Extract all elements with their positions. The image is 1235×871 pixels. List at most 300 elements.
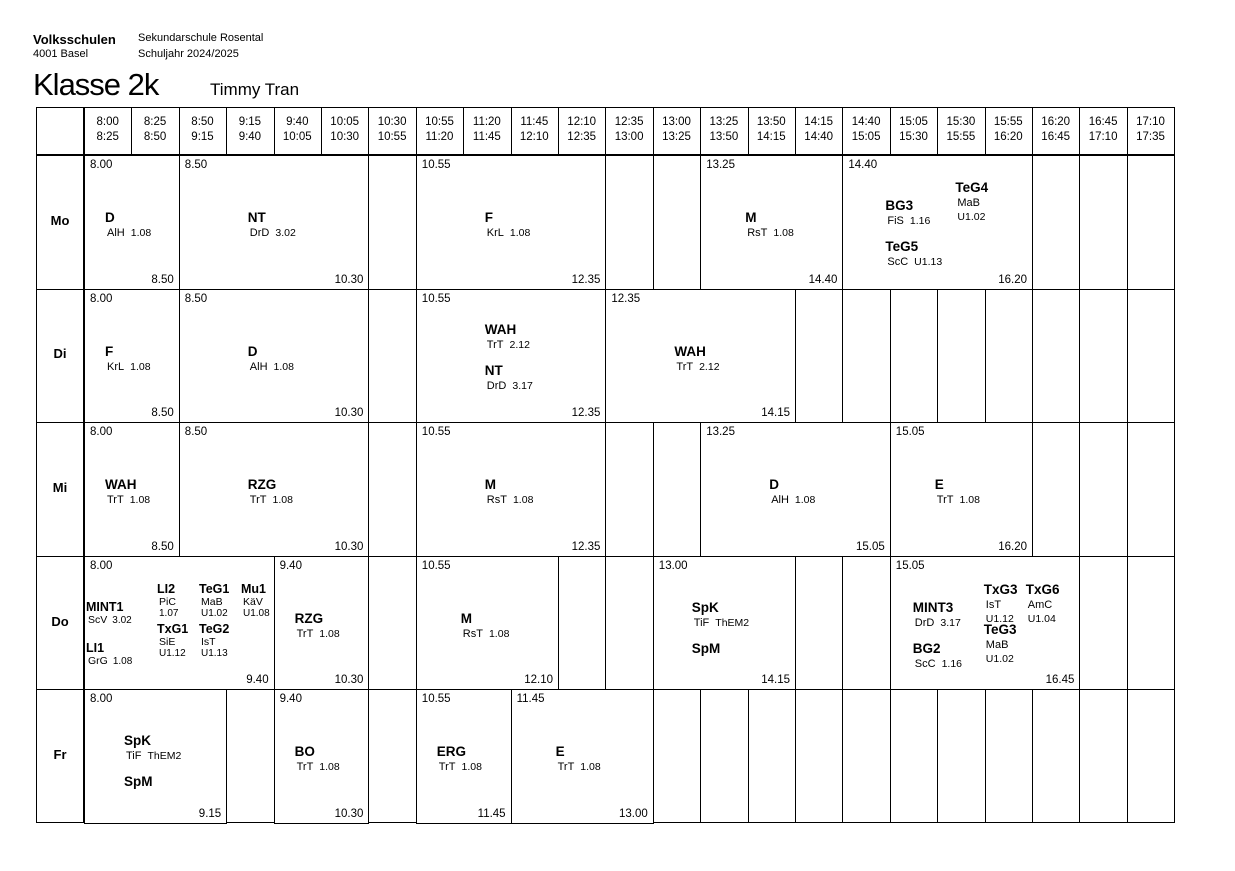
slot-end-time: 17:10 <box>1088 131 1118 143</box>
lesson-details <box>241 596 270 620</box>
slot-end-time: 10:05 <box>282 131 312 143</box>
time-slot-header <box>226 115 273 145</box>
time-slot-header <box>321 115 368 145</box>
lesson-entry <box>1026 582 1060 626</box>
teacher-code: TrT <box>438 761 456 774</box>
teacher-code: PiC <box>159 595 176 608</box>
lesson-details <box>745 226 794 240</box>
lesson-details <box>86 614 132 627</box>
time-slot-header <box>1127 115 1174 145</box>
lesson-end-time: 13.00 <box>619 807 648 820</box>
lesson-end-time: 10.30 <box>334 407 364 420</box>
lesson-end-time: 8.50 <box>151 273 174 286</box>
slot-end-time: 9:15 <box>191 131 214 143</box>
time-slot-header <box>558 115 605 145</box>
lesson-end-time: 14.15 <box>761 674 790 687</box>
slot-start-time: 16:20 <box>1041 116 1071 128</box>
lesson-end-time: 12.35 <box>571 407 601 420</box>
lesson-entry <box>769 477 815 507</box>
lesson-details <box>157 636 188 660</box>
lesson-entry <box>124 774 153 790</box>
subject-code: E <box>555 744 565 760</box>
slot-start-time: 8:50 <box>191 116 214 128</box>
lesson-end-time: 16.20 <box>998 540 1027 553</box>
subject-code: SpK <box>691 599 719 615</box>
lesson-entry <box>241 583 270 620</box>
teacher-code: GrG <box>88 654 108 667</box>
lesson-block[interactable] <box>605 289 796 424</box>
teacher-code: IsT <box>201 635 216 648</box>
time-slot-header <box>179 115 226 145</box>
subject-code: BG2 <box>912 640 941 656</box>
room-code: 1.08 <box>773 227 794 239</box>
time-slot-header <box>511 115 558 145</box>
teacher-code: TrT <box>486 338 504 351</box>
room-code: 1.08 <box>509 227 531 239</box>
lesson-details <box>295 760 340 774</box>
slot-end-time: 13:50 <box>709 131 739 143</box>
lesson-details <box>913 657 962 671</box>
lesson-details <box>556 760 601 774</box>
lesson-block[interactable] <box>84 289 180 424</box>
class-title: Klasse 2k <box>33 67 159 102</box>
lesson-entry <box>105 210 151 240</box>
teacher-code: RsT <box>747 227 768 239</box>
slot-start-time: 10:55 <box>425 116 454 128</box>
lesson-entry <box>199 583 229 620</box>
slot-start-time: 13:00 <box>662 116 691 128</box>
slot-start-time: 8:00 <box>96 116 119 128</box>
lesson-start-time: 13.00 <box>658 559 688 572</box>
teacher-code: FiS <box>887 215 904 227</box>
slot-end-time: 10:55 <box>377 131 407 143</box>
lesson-start-time: 14.40 <box>848 159 878 171</box>
subject-code: LI2 <box>157 581 176 596</box>
school-name: Sekundarschule Rosental <box>138 32 264 44</box>
teacher-code: RsT <box>462 627 483 640</box>
lesson-block[interactable] <box>416 689 512 824</box>
room-code: 3.02 <box>112 614 132 626</box>
lesson-details <box>674 360 719 374</box>
subject-code: WAH <box>105 477 137 493</box>
lesson-entry <box>86 642 132 668</box>
teacher-code: RsT <box>486 494 507 507</box>
room-code: 2.12 <box>699 360 720 373</box>
lesson-entry <box>556 744 601 774</box>
subject-code: MINT3 <box>912 599 954 615</box>
lesson-start-time: 8.00 <box>90 693 113 706</box>
day-label: Fr <box>53 747 67 763</box>
lesson-start-time: 9.40 <box>279 559 302 572</box>
lesson-details <box>105 360 151 374</box>
room-code: 1.16 <box>941 657 963 670</box>
subject-code: TeG3 <box>983 621 1017 637</box>
lesson-block[interactable] <box>179 422 370 557</box>
teacher-code: AlH <box>107 227 125 239</box>
lesson-details <box>1026 598 1060 626</box>
school-year: Schuljahr 2024/2025 <box>138 48 239 60</box>
subject-code: F <box>484 210 494 225</box>
slot-end-time: 9:40 <box>238 131 262 143</box>
lesson-block[interactable] <box>416 556 559 691</box>
lesson-block[interactable] <box>84 422 180 557</box>
lesson-block[interactable] <box>511 689 654 824</box>
slot-start-time: 9:40 <box>286 116 309 128</box>
lesson-entry <box>105 344 151 374</box>
teacher-code: TrT <box>676 360 694 373</box>
teacher-code: DrD <box>914 616 935 629</box>
room-code: 1.08 <box>512 494 534 507</box>
room-code: 3.17 <box>940 616 961 629</box>
teacher-code: AlH <box>249 360 268 373</box>
teacher-code: TrT <box>249 494 267 507</box>
time-slot-header <box>748 115 795 145</box>
lesson-block[interactable] <box>700 422 891 557</box>
lesson-end-time: 11.45 <box>477 807 506 820</box>
room-code: U1.13 <box>201 647 228 659</box>
time-slot-header <box>416 115 463 145</box>
lesson-entry <box>105 477 150 507</box>
lesson-entry <box>485 477 534 507</box>
lesson-start-time: 8.00 <box>90 292 113 305</box>
subject-code: TeG5 <box>885 239 919 254</box>
teacher-code: ScC <box>914 657 936 670</box>
lesson-end-time: 9.40 <box>246 674 269 687</box>
lesson-end-time: 14.15 <box>761 407 790 420</box>
lesson-details <box>955 196 988 224</box>
lesson-start-time: 10.55 <box>421 159 451 171</box>
lesson-block[interactable] <box>416 155 607 290</box>
slot-end-time: 11:45 <box>472 131 501 143</box>
time-slot-header <box>937 115 984 145</box>
subject-code: D <box>105 210 115 225</box>
lesson-start-time: 10.55 <box>421 292 451 305</box>
subject-code: SpM <box>691 640 721 656</box>
slot-start-time: 11:45 <box>520 116 549 128</box>
slot-end-time: 16:45 <box>1041 131 1071 143</box>
slot-end-time: 8:25 <box>96 131 119 143</box>
slot-end-time: 11:20 <box>425 131 454 143</box>
subject-code: TxG6 <box>1025 581 1060 597</box>
slot-end-time: 12:10 <box>519 131 549 143</box>
subject-code: M <box>484 477 497 493</box>
teacher-code: IsT <box>985 598 1002 611</box>
lesson-details <box>199 596 229 620</box>
lesson-block[interactable] <box>653 556 796 691</box>
day-label: Mi <box>52 480 68 495</box>
room-code: 1.08 <box>461 761 482 774</box>
room-code: U1.02 <box>985 652 1014 665</box>
lesson-start-time: 8.50 <box>184 426 208 439</box>
lesson-start-time: 15.05 <box>895 559 925 572</box>
room-code: 1.08 <box>794 494 816 507</box>
lesson-block[interactable] <box>179 155 370 290</box>
time-slot-header <box>653 115 700 145</box>
lesson-end-time: 9.15 <box>198 807 222 820</box>
lesson-start-time: 10.55 <box>421 426 451 439</box>
lesson-start-time: 8.50 <box>184 159 208 171</box>
lesson-start-time: 11.45 <box>516 693 545 706</box>
lesson-start-time: 15.05 <box>895 426 925 439</box>
slot-start-time: 11:20 <box>472 116 501 128</box>
lesson-block[interactable] <box>274 689 370 824</box>
slot-start-time: 17:10 <box>1136 116 1165 128</box>
lesson-entry <box>86 601 132 627</box>
slot-end-time: 10:30 <box>330 131 360 143</box>
lesson-entry <box>955 180 988 224</box>
lesson-block[interactable] <box>416 422 607 557</box>
slot-start-time: 14:15 <box>804 116 834 128</box>
lesson-start-time: 8.00 <box>90 426 113 439</box>
slot-end-time: 16:20 <box>993 131 1023 143</box>
subject-code: BG3 <box>885 198 914 213</box>
lesson-block[interactable] <box>890 556 1081 691</box>
lesson-entry <box>248 210 296 240</box>
lesson-entry <box>124 733 181 763</box>
room-code: 1.16 <box>909 215 931 227</box>
room-code: 1.08 <box>272 494 293 507</box>
time-slot-header <box>274 115 321 145</box>
subject-code: ERG <box>436 744 467 760</box>
lesson-block[interactable] <box>890 422 1033 557</box>
lesson-entry <box>984 582 1018 626</box>
slot-end-time: 8:50 <box>143 131 167 143</box>
lesson-block[interactable] <box>416 289 607 424</box>
subject-code: D <box>769 477 779 493</box>
room-code: 2.12 <box>509 338 530 351</box>
grid-border-right <box>1174 107 1175 823</box>
teacher-code: TrT <box>107 494 124 507</box>
lesson-end-time: 10.30 <box>334 273 364 286</box>
time-slot-header <box>84 115 131 145</box>
lesson-block[interactable] <box>274 556 370 691</box>
lesson-entry <box>485 210 531 240</box>
lesson-entry <box>913 641 962 671</box>
lesson-entry <box>745 210 794 240</box>
subject-code: SpK <box>124 733 151 749</box>
lesson-details <box>485 338 530 352</box>
lesson-details <box>461 627 510 641</box>
lesson-block[interactable] <box>700 155 843 290</box>
slot-end-time: 14:15 <box>756 131 786 143</box>
lesson-details <box>935 493 980 507</box>
slot-start-time: 16:45 <box>1088 116 1118 128</box>
room-code: 3.02 <box>275 227 296 239</box>
subject-code: TxG1 <box>157 621 189 636</box>
subject-code: WAH <box>484 321 517 337</box>
teacher-code: SiE <box>159 635 176 648</box>
slot-start-time: 13:50 <box>756 116 786 128</box>
slot-start-time: 10:30 <box>377 116 407 128</box>
student-name: Timmy Tran <box>210 80 300 99</box>
lesson-entry <box>295 744 340 774</box>
lesson-end-time: 8.50 <box>151 540 174 553</box>
lesson-end-time: 8.50 <box>151 407 174 420</box>
lesson-end-time: 12.35 <box>571 540 601 553</box>
time-slot-header <box>1079 115 1126 145</box>
slot-end-time: 15:55 <box>946 131 976 143</box>
lesson-entry <box>984 622 1017 666</box>
room-code: ThEM2 <box>147 750 182 763</box>
slot-end-time: 17:35 <box>1136 131 1165 143</box>
lesson-end-time: 10.30 <box>334 807 364 820</box>
lesson-start-time: 9.40 <box>279 693 302 706</box>
subject-code: NT <box>247 210 266 225</box>
time-slot-header <box>842 115 889 145</box>
teacher-code: MaB <box>957 197 981 209</box>
time-slot-header <box>890 115 937 145</box>
lesson-entry <box>248 477 293 507</box>
room-code: 1.07 <box>159 607 179 619</box>
room-code: 1.08 <box>488 627 510 640</box>
lesson-details <box>437 760 482 774</box>
time-slot-header <box>463 115 510 145</box>
room-code: 1.08 <box>580 761 601 774</box>
room-code: 1.08 <box>319 627 340 640</box>
slot-start-time: 15:05 <box>899 116 928 128</box>
subject-code: TeG2 <box>199 621 230 636</box>
room-code: 1.08 <box>319 761 340 774</box>
room-code: 1.08 <box>112 655 133 667</box>
slot-start-time: 14:40 <box>851 116 881 128</box>
time-slot-header <box>985 115 1032 145</box>
timetable-grid <box>36 107 1175 823</box>
lesson-entry <box>885 198 930 228</box>
slot-start-time: 12:10 <box>567 116 597 128</box>
time-slot-header <box>1032 115 1079 145</box>
subject-code: RZG <box>294 610 324 626</box>
lesson-entry <box>461 611 510 641</box>
room-code: U1.12 <box>159 647 186 659</box>
lesson-details <box>913 616 961 630</box>
lesson-details <box>769 493 815 507</box>
slot-start-time: 8:25 <box>143 116 167 128</box>
lesson-start-time: 8.00 <box>90 159 113 171</box>
slot-end-time: 15:05 <box>851 131 881 143</box>
slot-end-time: 13:00 <box>614 131 644 143</box>
slot-end-time: 14:40 <box>804 131 834 143</box>
time-slot-header <box>368 115 415 145</box>
teacher-code: KäV <box>243 595 263 608</box>
lesson-entry <box>692 641 721 657</box>
room-code: 1.08 <box>959 494 980 507</box>
org-city: 4001 Basel <box>33 48 89 60</box>
lesson-entry <box>674 344 719 374</box>
lesson-entry <box>885 239 942 269</box>
lesson-details <box>248 226 296 240</box>
org-name: Volksschulen <box>33 32 116 47</box>
day-label: Di <box>53 346 67 362</box>
teacher-code: AmC <box>1027 598 1053 611</box>
teacher-code: MaB <box>985 638 1009 651</box>
subject-code: F <box>105 343 114 359</box>
teacher-code: TiF <box>693 616 710 629</box>
subject-code: TeG1 <box>199 581 230 596</box>
slot-end-time: 13:25 <box>662 131 691 143</box>
teacher-code: DrD <box>249 227 270 239</box>
slot-start-time: 12:35 <box>614 116 644 128</box>
lesson-end-time: 12.35 <box>571 273 601 286</box>
subject-code: RZG <box>247 477 277 493</box>
lesson-block[interactable] <box>84 689 227 824</box>
lesson-block[interactable] <box>84 155 180 290</box>
time-slot-header <box>605 115 652 145</box>
subject-code: E <box>934 477 944 493</box>
slot-start-time: 9:15 <box>238 116 262 128</box>
lesson-start-time: 8.00 <box>90 559 113 572</box>
lesson-entry <box>692 600 749 630</box>
lesson-entry <box>199 623 229 660</box>
subject-code: NT <box>484 362 503 378</box>
time-slot-header <box>700 115 747 145</box>
lesson-details <box>157 596 178 620</box>
lesson-start-time: 10.55 <box>421 559 451 572</box>
lesson-block[interactable] <box>179 289 370 424</box>
room-code: U1.02 <box>201 607 228 619</box>
teacher-code: DrD <box>486 379 507 392</box>
lesson-end-time: 12.10 <box>524 674 553 687</box>
lesson-details <box>692 616 749 630</box>
subject-code: Mu1 <box>241 581 266 596</box>
lesson-details <box>86 655 132 668</box>
subject-code: D <box>247 343 258 359</box>
lesson-details <box>885 255 942 269</box>
lesson-block[interactable] <box>84 556 275 691</box>
lesson-entry <box>485 322 530 352</box>
slot-end-time: 12:35 <box>567 131 597 143</box>
lesson-details <box>105 226 151 240</box>
lesson-details <box>295 627 340 641</box>
lesson-entry <box>157 623 188 660</box>
subject-code: WAH <box>674 343 706 359</box>
teacher-code: KrL <box>486 227 504 239</box>
slot-divider <box>1079 107 1080 823</box>
slot-end-time: 15:30 <box>899 131 928 143</box>
room-code: 1.08 <box>130 227 152 239</box>
subject-code: M <box>745 210 757 225</box>
subject-code: LI1 <box>86 640 105 655</box>
teacher-code: AlH <box>771 494 789 507</box>
lesson-entry <box>248 344 294 374</box>
lesson-entry <box>295 611 340 641</box>
teacher-code: KrL <box>107 360 125 373</box>
room-code: U1.13 <box>914 256 943 268</box>
time-slot-header <box>131 115 178 145</box>
lesson-details <box>248 360 294 374</box>
lesson-details <box>485 226 531 240</box>
day-label: Mo <box>50 212 70 228</box>
room-code: 1.08 <box>130 360 151 373</box>
slot-start-time: 13:25 <box>709 116 739 128</box>
slot-start-time: 10:05 <box>330 116 360 128</box>
lesson-entry <box>157 583 178 620</box>
lesson-end-time: 16.45 <box>1045 674 1075 687</box>
subject-code: SpM <box>124 774 153 790</box>
lesson-entry <box>913 600 961 630</box>
lesson-entry <box>437 744 482 774</box>
lesson-end-time: 16.20 <box>998 273 1027 286</box>
lesson-start-time: 13.25 <box>706 159 735 171</box>
room-code: U1.02 <box>957 211 986 223</box>
lesson-block[interactable] <box>842 155 1033 290</box>
lesson-end-time: 15.05 <box>856 540 885 553</box>
day-label: Do <box>51 613 69 629</box>
lesson-details <box>984 638 1017 666</box>
teacher-code: TrT <box>296 761 314 774</box>
lesson-details <box>199 636 229 660</box>
lesson-start-time: 12.35 <box>611 292 641 305</box>
lesson-end-time: 10.30 <box>334 540 364 553</box>
